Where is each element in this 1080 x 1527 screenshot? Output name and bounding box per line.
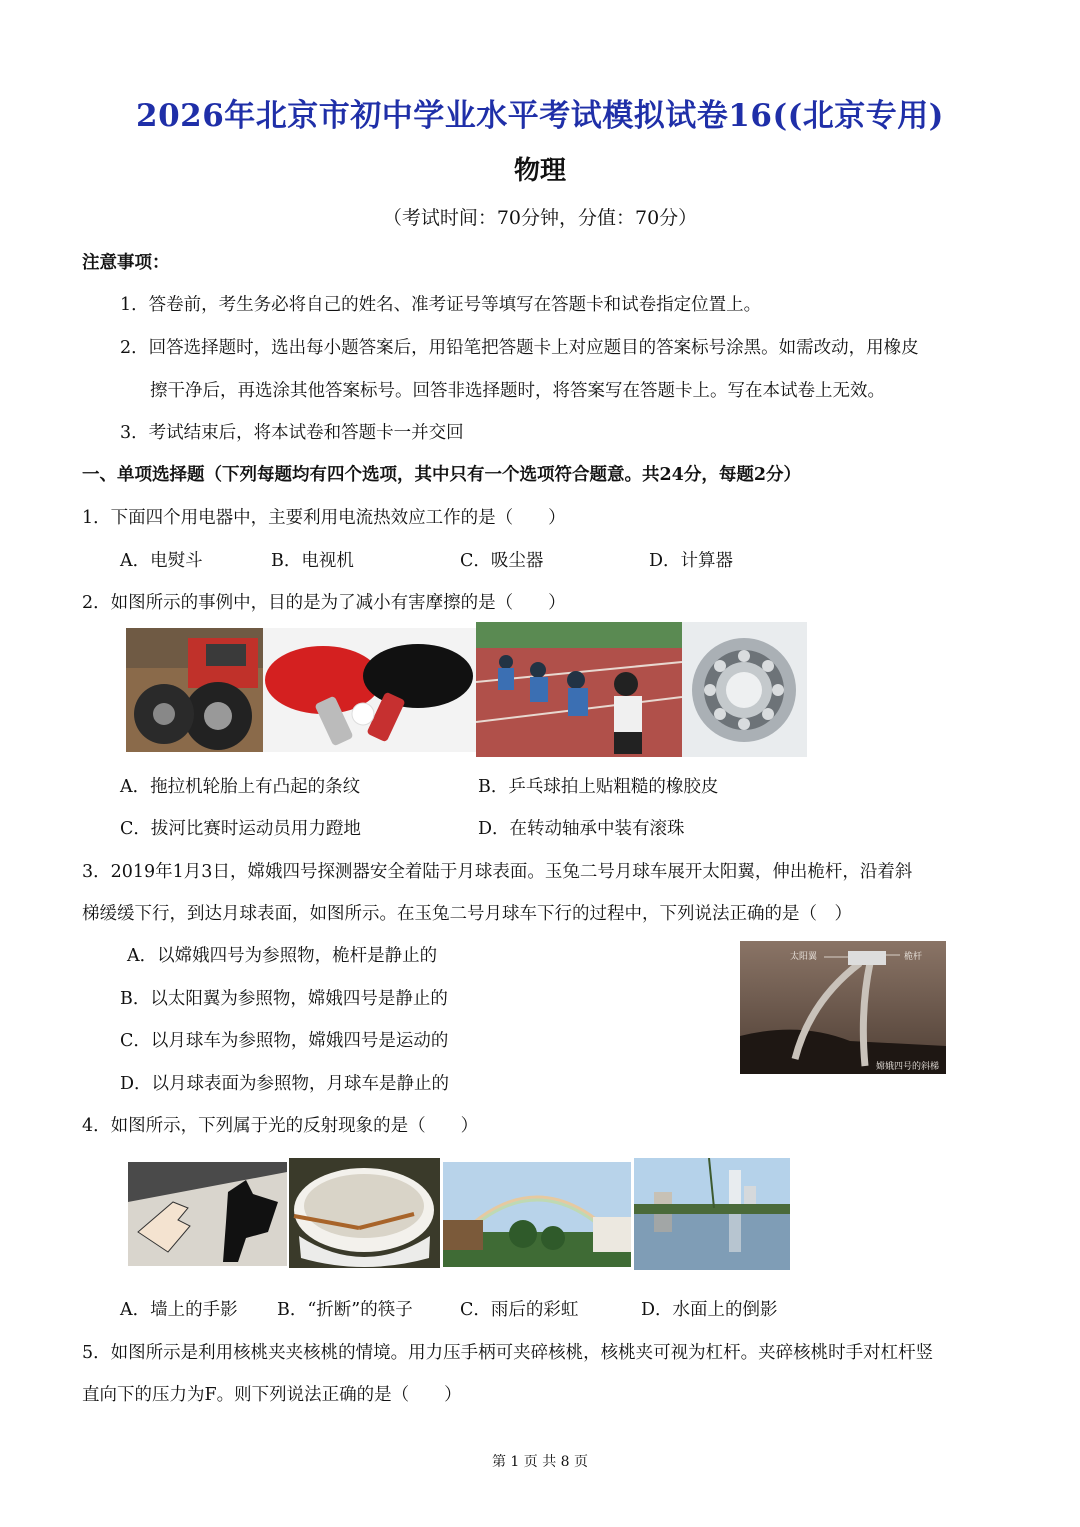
q5-stem-line2: 直向下的压力为F。则下列说法正确的是（ ） — [82, 1385, 462, 1405]
q3-option-a: A．以嫦娥四号为参照物，桅杆是静止的 — [127, 946, 438, 966]
q2-option-b: B．乒乓球拍上贴粗糙的橡胶皮 — [478, 777, 719, 797]
water-reflection-image — [634, 1158, 790, 1270]
q3-option-b: B．以太阳翼为参照物，嫦娥四号是静止的 — [120, 989, 448, 1009]
q1-option-a: A．电熨斗 — [120, 551, 203, 571]
notice-item-3: 3．考试结束后，将本试卷和答题卡一并交回 — [120, 423, 464, 443]
notice-item-1: 1．答卷前，考生务必将自己的姓名、准考证号等填写在答题卡和试卷指定位置上。 — [120, 295, 762, 315]
figure-label-mast: 桅杆 — [904, 952, 923, 962]
figure-label-solar-wing: 太阳翼 — [790, 952, 818, 962]
hand-shadow-image — [128, 1162, 287, 1266]
q2-option-d: D．在转动轴承中装有滚珠 — [478, 819, 685, 839]
notice-heading: 注意事项： — [82, 253, 170, 273]
q3-stem-line2: 梯缓缓下行，到达月球表面，如图所示。在玉兔二号月球车下行的过程中，下列说法正确的是（ ） — [82, 904, 852, 924]
q1-option-d: D．计算器 — [649, 551, 734, 571]
yutu-rover-image — [740, 941, 946, 1074]
q4-option-a: A．墙上的手影 — [120, 1300, 238, 1320]
q2-stem: 2．如图所示的事例中，目的是为了减小有害摩擦的是（ ） — [82, 593, 566, 613]
section-heading: 一、单项选择题（下列每题均有四个选项，其中只有一个选项符合题意。共24分，每题2分） — [82, 465, 802, 485]
tractor-tire-image — [126, 628, 263, 752]
ping-pong-paddle-image — [263, 628, 476, 752]
q4-option-c: C．雨后的彩虹 — [460, 1300, 579, 1320]
exam-info: （考试时间：70分钟，分值：70分） — [382, 207, 698, 229]
q4-stem: 4．如图所示，下列属于光的反射现象的是（ ） — [82, 1116, 479, 1136]
ball-bearing-image — [682, 622, 807, 757]
q2-option-c: C．拔河比赛时运动员用力蹬地 — [120, 819, 361, 839]
q2-option-a: A．拖拉机轮胎上有凸起的条纹 — [120, 777, 361, 797]
figure-label-ladder: 嫦娥四号的斜梯 — [876, 1062, 940, 1072]
notice-item-2: 2．回答选择题时，选出每小题答案后，用铅笔把答题卡上对应题目的答案标号涂黑。如需改动，用橡皮 — [120, 338, 919, 358]
chopsticks-bowl-image — [289, 1158, 440, 1268]
q1-option-c: C．吸尘器 — [460, 551, 544, 571]
q4-option-b: B．“折断”的筷子 — [277, 1300, 413, 1320]
q1-option-b: B．电视机 — [271, 551, 354, 571]
q3-option-d: D．以月球表面为参照物，月球车是静止的 — [120, 1074, 450, 1094]
q3-stem-line1: 3．2019年1月3日，嫦娥四号探测器安全着陆于月球表面。玉兔二号月球车展开太阳翼，伸出桅杆，沿着斜 — [82, 862, 913, 882]
q3-option-c: C．以月球车为参照物，嫦娥四号是运动的 — [120, 1031, 449, 1051]
q4-option-d: D．水面上的倒影 — [641, 1300, 778, 1320]
page-footer: 第 1 页 共 8 页 — [491, 1454, 589, 1470]
q5-stem-line1: 5．如图所示是利用核桃夹夹核桃的情境。用力压手柄可夹碎核桃，核桃夹可视为杠杆。夹碎核桃时手对杠杆竖 — [82, 1343, 934, 1363]
paper-title: 2026年北京市初中学业水平考试模拟试卷16((北京专用) — [136, 98, 944, 134]
rainbow-image — [443, 1162, 631, 1267]
notice-item-2-cont: 擦干净后，再选涂其他答案标号。回答非选择题时，将答案写在答题卡上。写在本试卷上无效。 — [150, 381, 885, 401]
subject-title: 物理 — [513, 156, 566, 186]
q1-stem: 1．下面四个用电器中，主要利用电流热效应工作的是（ ） — [82, 508, 566, 528]
tug-of-war-image — [476, 622, 682, 757]
